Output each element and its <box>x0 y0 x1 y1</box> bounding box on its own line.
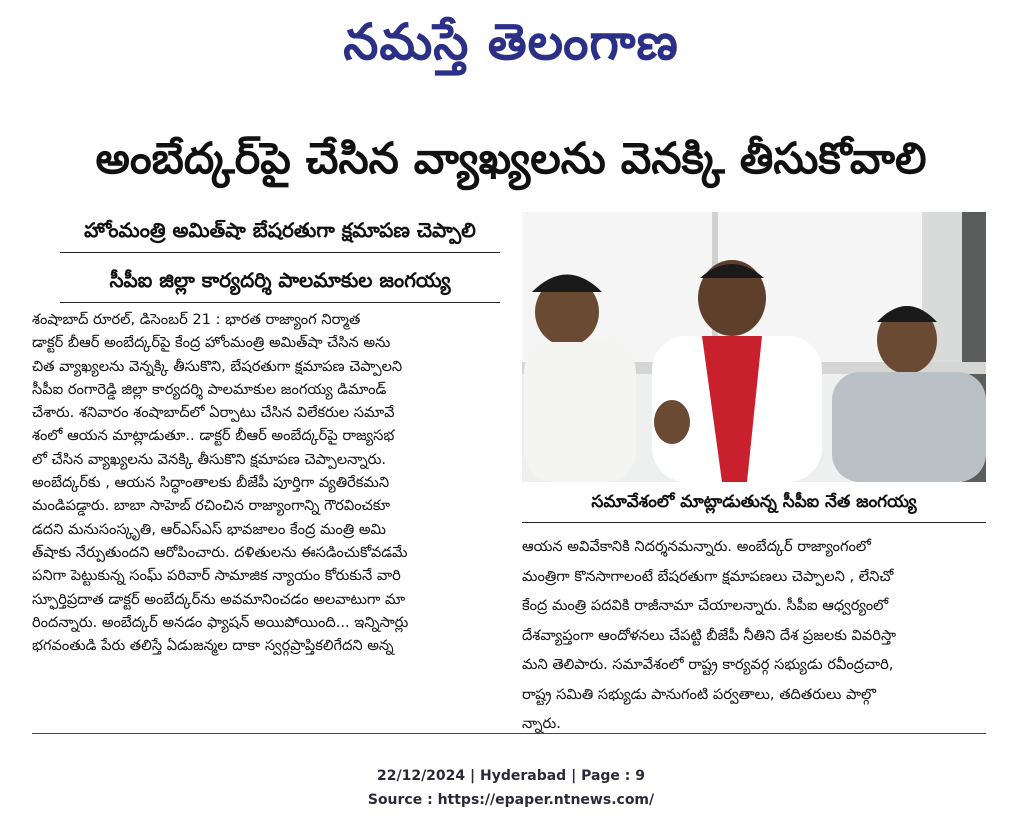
body-line: కేంద్ర మంత్రి పదవికి రాజీనామా చేయాలన్నారు. సీపీఐ ఆధ్వర్యంలో <box>522 597 889 614</box>
body-line: సీపీఐ రంగారెడ్డి జిల్లా కార్యదర్శి పాలమాకుల జంగయ్య డిమాండ్ <box>32 380 387 398</box>
newspaper-masthead: నమస్తే తెలంగాణ <box>343 13 679 71</box>
news-photo <box>522 212 986 482</box>
body-line: చిత వ్యాఖ్యలను వెన్నక్కి తీసుకొని, బేషరతుగా క్షమాపణ చెప్పాలని <box>32 357 403 375</box>
body-line: డాక్టర్ బీఆర్ అంబేద్కర్‌పై కేంద్ర హోంమంత్రి అమిత్‌షా చేసిన అను <box>32 334 391 352</box>
body-line: లో చేసిన వ్యాఖ్యలను వెనక్కి తీసుకొని క్షమాపణ చెప్పాలన్నారు. <box>32 450 387 468</box>
body-line: డదని మనుసంస్కృతి, ఆర్‌ఎస్‌ఎస్ భావజాలం కేంద్ర మంత్రి అమి <box>32 520 386 538</box>
subheading-divider <box>60 252 500 253</box>
page-bottom-divider <box>32 733 986 734</box>
subheading-1: హోంమంత్రి అమిత్‌షా బేషరతుగా క్షమాపణ చెప్పాలి <box>84 218 476 242</box>
edition-info: 22/12/2024 | Hyderabad | Page : 9 <box>376 768 646 784</box>
article-headline: అంబేద్కర్‌పై చేసిన వ్యాఖ్యలను వెనక్కి తీసుకోవాలి <box>95 134 927 184</box>
three-men-photo-illustration <box>522 212 986 482</box>
body-line: భగవంతుడి పేరు తలిస్తే ఏడుజన్మల దాకా స్వర్గప్రాప్తికలిగేదని అన్న <box>32 637 394 655</box>
body-line: శంషాబాద్ రూరల్, డిసెంబర్ 21 : భారత రాజ్యాంగ నిర్మాత <box>32 311 361 328</box>
body-line: శంలో ఆయన మాట్లాడుతూ.. డాక్టర్ బీఆర్ అంబేద్కర్‌పై రాజ్యసభ <box>32 427 395 445</box>
body-line: చేశారు. శనివారం శంషాబాద్‌లో ఏర్పాటు చేసిన విలేకరుల సమావే <box>32 404 395 422</box>
body-line: త్‌షాకు నేర్పుతుందని ఆరోపించారు. దళితులను ఈసడించుకోవడమే <box>32 543 408 561</box>
body-line: ఆయన అవివేకానికి నిదర్శనమన్నారు. అంబేద్కర్ రాజ్యాంగంలో <box>522 538 871 555</box>
source-info: Source : https://epaper.ntnews.com/ <box>367 792 655 808</box>
body-line: దేశవ్యాప్తంగా ఆందోళనలు చేపట్టి బీజేపీ నీతిని దేశ ప్రజలకు వివరిస్తా <box>522 626 897 644</box>
subheading-divider <box>60 302 500 303</box>
body-line: న్నారు. <box>522 715 561 732</box>
subheading-2: సీపీఐ జిల్లా కార్యదర్శి పాలమాకుల జంగయ్య <box>109 268 451 292</box>
photo-caption: సమావేశంలో మాట్లాడుతున్న సీపీఐ నేత జంగయ్య <box>591 492 917 512</box>
article-body-right-column <box>522 532 986 732</box>
body-line: స్ఫూర్తిప్రదాత డాక్టర్ అంబేద్కర్‌ను అవమానించడం అలవాటుగా మా <box>32 590 406 608</box>
body-line: రిందన్నారు. అంబేద్కర్ అనడం ఫ్యాషన్ అయిపోయింది... ఇన్నిసార్లు <box>32 613 409 631</box>
body-line: మండిపడ్డారు. బాబా సాహెబ్ రచించిన రాజ్యాంగాన్ని గౌరవించకూ <box>32 497 391 515</box>
body-line: రాష్ట్ర సమితి సభ్యుడు పానుగంటి పర్వతాలు, తదితరులు పాల్గొ <box>522 685 877 703</box>
caption-divider <box>522 522 986 523</box>
body-line: మని తెలిపారు. సమావేశంలో రాష్ట్ర కార్యవర్గ సభ్యుడు రవీంద్రచారి, <box>522 656 894 673</box>
body-line: అంబేద్కర్‌కు , ఆయన సిద్ధాంతాలకు బీజేపీ పూర్తిగా వ్యతిరేకమని <box>32 474 390 492</box>
article-body-left-column <box>32 308 500 726</box>
body-line: మంత్రిగా కొనసాగాలంటే బేషరతుగా క్షమాపణలు చెప్పాలని , లేనిచో <box>522 567 894 585</box>
body-line: పనిగా పెట్టుకున్న సంఘ్ పరివార్ సామాజిక న్యాయం కోరుకునే వారి <box>32 567 401 585</box>
